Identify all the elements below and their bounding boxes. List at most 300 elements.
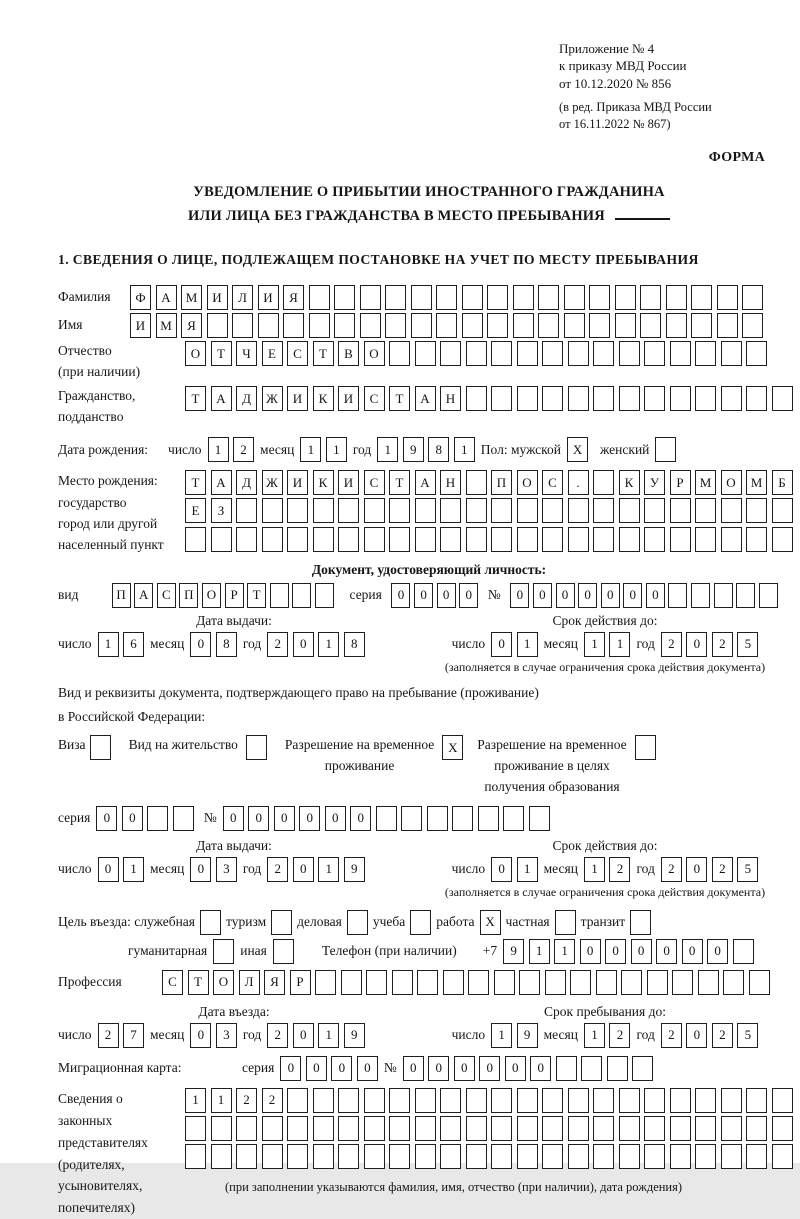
citizenship-char-box[interactable] (619, 386, 640, 411)
res-series-box[interactable]: 0 (96, 806, 117, 831)
surname-char-box[interactable] (666, 285, 687, 310)
birth-year-box[interactable]: 1 (454, 437, 475, 462)
id-issue-day-box[interactable]: 1 (98, 632, 119, 657)
birthplace-char-box[interactable]: Н (440, 470, 461, 495)
res-number-box[interactable]: 0 (325, 806, 346, 831)
profession-char-box[interactable] (315, 970, 336, 995)
citizenship-char-box[interactable] (593, 386, 614, 411)
representative-char-box[interactable] (772, 1116, 793, 1141)
birthplace-char-box[interactable] (338, 527, 359, 552)
given-name-char-box[interactable] (538, 313, 559, 338)
given-name-char-box[interactable] (462, 313, 483, 338)
citizenship-char-box[interactable]: К (313, 386, 334, 411)
given-name-char-box[interactable] (334, 313, 355, 338)
birthplace-char-box[interactable]: С (364, 470, 385, 495)
temp-residence-checkbox[interactable]: X (442, 735, 463, 760)
res-expiry-year-box[interactable]: 5 (737, 857, 758, 882)
representative-char-box[interactable] (517, 1144, 538, 1169)
patronymic-char-box[interactable] (542, 341, 563, 366)
birthplace-char-box[interactable] (593, 470, 614, 495)
representative-char-box[interactable] (491, 1088, 512, 1113)
citizenship-char-box[interactable] (491, 386, 512, 411)
res-issue-year-box[interactable]: 2 (267, 857, 288, 882)
patronymic-char-box[interactable] (568, 341, 589, 366)
migr-number-box[interactable]: 0 (428, 1056, 449, 1081)
birthplace-char-box[interactable]: О (517, 470, 538, 495)
id-series-box[interactable]: 0 (391, 583, 410, 608)
birthplace-char-box[interactable]: С (542, 470, 563, 495)
id-type-char-box[interactable] (270, 583, 289, 608)
representative-char-box[interactable] (619, 1116, 640, 1141)
birth-year-box[interactable]: 1 (377, 437, 398, 462)
profession-char-box[interactable] (519, 970, 540, 995)
birthplace-char-box[interactable] (364, 527, 385, 552)
residence-permit-checkbox[interactable] (246, 735, 267, 760)
res-number-box[interactable] (503, 806, 524, 831)
representative-char-box[interactable] (721, 1116, 742, 1141)
profession-char-box[interactable] (723, 970, 744, 995)
representative-char-box[interactable] (466, 1144, 487, 1169)
birthplace-char-box[interactable]: М (695, 470, 716, 495)
representative-char-box[interactable] (389, 1144, 410, 1169)
patronymic-char-box[interactable] (644, 341, 665, 366)
res-expiry-month-box[interactable]: 1 (584, 857, 605, 882)
representative-char-box[interactable] (440, 1144, 461, 1169)
id-issue-year-box[interactable]: 1 (318, 632, 339, 657)
stay-day-box[interactable]: 1 (491, 1023, 512, 1048)
profession-char-box[interactable] (443, 970, 464, 995)
given-name-char-box[interactable] (640, 313, 661, 338)
id-number-box[interactable] (759, 583, 778, 608)
profession-char-box[interactable] (468, 970, 489, 995)
birthplace-char-box[interactable] (236, 527, 257, 552)
representative-char-box[interactable] (287, 1144, 308, 1169)
birthplace-char-box[interactable] (517, 498, 538, 523)
migr-number-box[interactable]: 0 (479, 1056, 500, 1081)
id-number-box[interactable]: 0 (623, 583, 642, 608)
representative-char-box[interactable] (568, 1088, 589, 1113)
citizenship-char-box[interactable] (772, 386, 793, 411)
surname-char-box[interactable] (564, 285, 585, 310)
citizenship-char-box[interactable] (695, 386, 716, 411)
representative-char-box[interactable] (568, 1144, 589, 1169)
surname-char-box[interactable] (615, 285, 636, 310)
representative-char-box[interactable] (415, 1144, 436, 1169)
birthplace-char-box[interactable] (440, 498, 461, 523)
res-series-box[interactable] (147, 806, 168, 831)
given-name-char-box[interactable] (258, 313, 279, 338)
given-name-char-box[interactable] (564, 313, 585, 338)
given-name-char-box[interactable] (691, 313, 712, 338)
profession-char-box[interactable]: С (162, 970, 183, 995)
birthplace-char-box[interactable] (721, 498, 742, 523)
entry-month-box[interactable]: 3 (216, 1023, 237, 1048)
entry-day-box[interactable]: 7 (123, 1023, 144, 1048)
birthplace-char-box[interactable]: М (746, 470, 767, 495)
entry-day-box[interactable]: 2 (98, 1023, 119, 1048)
res-expiry-month-box[interactable]: 2 (609, 857, 630, 882)
birthplace-char-box[interactable] (695, 498, 716, 523)
patronymic-char-box[interactable] (721, 341, 742, 366)
representative-char-box[interactable]: 1 (185, 1088, 206, 1113)
id-number-box[interactable] (736, 583, 755, 608)
profession-char-box[interactable] (417, 970, 438, 995)
representative-char-box[interactable] (415, 1116, 436, 1141)
id-expiry-year-box[interactable]: 2 (712, 632, 733, 657)
representative-char-box[interactable] (619, 1088, 640, 1113)
id-number-box[interactable]: 0 (510, 583, 529, 608)
patronymic-char-box[interactable]: Ч (236, 341, 257, 366)
representative-char-box[interactable] (746, 1088, 767, 1113)
birthplace-char-box[interactable] (568, 527, 589, 552)
given-name-char-box[interactable] (487, 313, 508, 338)
birthplace-char-box[interactable]: Т (389, 470, 410, 495)
profession-char-box[interactable]: Р (290, 970, 311, 995)
surname-char-box[interactable] (360, 285, 381, 310)
res-issue-month-box[interactable]: 3 (216, 857, 237, 882)
representative-char-box[interactable] (670, 1116, 691, 1141)
representative-char-box[interactable] (236, 1116, 257, 1141)
res-number-box[interactable] (529, 806, 550, 831)
profession-char-box[interactable] (672, 970, 693, 995)
res-number-box[interactable]: 0 (248, 806, 269, 831)
id-expiry-month-box[interactable]: 1 (584, 632, 605, 657)
representative-char-box[interactable] (670, 1144, 691, 1169)
patronymic-char-box[interactable] (415, 341, 436, 366)
birthplace-char-box[interactable] (415, 498, 436, 523)
representative-char-box[interactable] (313, 1088, 334, 1113)
birthplace-char-box[interactable] (415, 527, 436, 552)
res-issue-year-box[interactable]: 9 (344, 857, 365, 882)
res-number-box[interactable]: 0 (350, 806, 371, 831)
id-issue-month-box[interactable]: 0 (190, 632, 211, 657)
migr-number-box[interactable] (632, 1056, 653, 1081)
id-number-box[interactable]: 0 (533, 583, 552, 608)
birthplace-char-box[interactable]: К (619, 470, 640, 495)
given-name-char-box[interactable] (283, 313, 304, 338)
id-type-char-box[interactable] (292, 583, 311, 608)
res-number-box[interactable] (376, 806, 397, 831)
representative-char-box[interactable] (517, 1088, 538, 1113)
patronymic-char-box[interactable] (389, 341, 410, 366)
id-expiry-month-box[interactable]: 1 (609, 632, 630, 657)
profession-char-box[interactable] (621, 970, 642, 995)
res-number-box[interactable] (478, 806, 499, 831)
temp-residence-edu-checkbox[interactable] (635, 735, 656, 760)
birthplace-char-box[interactable] (466, 498, 487, 523)
surname-char-box[interactable] (513, 285, 534, 310)
given-name-char-box[interactable] (717, 313, 738, 338)
representative-char-box[interactable] (644, 1144, 665, 1169)
birthplace-char-box[interactable] (542, 527, 563, 552)
citizenship-char-box[interactable] (644, 386, 665, 411)
representative-char-box[interactable] (721, 1144, 742, 1169)
birthplace-char-box[interactable] (389, 527, 410, 552)
given-name-char-box[interactable] (232, 313, 253, 338)
surname-char-box[interactable] (691, 285, 712, 310)
profession-char-box[interactable] (494, 970, 515, 995)
profession-char-box[interactable] (392, 970, 413, 995)
patronymic-char-box[interactable]: О (364, 341, 385, 366)
private-checkbox[interactable] (555, 910, 576, 935)
id-issue-year-box[interactable]: 2 (267, 632, 288, 657)
given-name-char-box[interactable] (742, 313, 763, 338)
visa-checkbox[interactable] (90, 735, 111, 760)
birth-year-box[interactable]: 9 (403, 437, 424, 462)
surname-char-box[interactable] (640, 285, 661, 310)
patronymic-char-box[interactable] (619, 341, 640, 366)
stay-year-box[interactable]: 2 (661, 1023, 682, 1048)
representative-char-box[interactable] (364, 1116, 385, 1141)
res-issue-day-box[interactable]: 1 (123, 857, 144, 882)
stay-day-box[interactable]: 9 (517, 1023, 538, 1048)
id-type-char-box[interactable]: Р (225, 583, 244, 608)
id-type-char-box[interactable] (315, 583, 334, 608)
representative-char-box[interactable] (695, 1116, 716, 1141)
representative-char-box[interactable] (746, 1116, 767, 1141)
id-number-box[interactable] (668, 583, 687, 608)
id-type-char-box[interactable]: Т (247, 583, 266, 608)
res-expiry-year-box[interactable]: 2 (712, 857, 733, 882)
patronymic-char-box[interactable] (746, 341, 767, 366)
birth-year-box[interactable]: 8 (428, 437, 449, 462)
birthplace-char-box[interactable] (262, 527, 283, 552)
birthplace-char-box[interactable] (364, 498, 385, 523)
representative-char-box[interactable] (491, 1144, 512, 1169)
res-issue-year-box[interactable]: 0 (293, 857, 314, 882)
id-expiry-day-box[interactable]: 1 (517, 632, 538, 657)
migr-number-box[interactable]: 0 (403, 1056, 424, 1081)
citizenship-char-box[interactable] (568, 386, 589, 411)
migr-series-box[interactable]: 0 (357, 1056, 378, 1081)
surname-char-box[interactable]: И (207, 285, 228, 310)
profession-char-box[interactable]: Т (188, 970, 209, 995)
res-number-box[interactable]: 0 (299, 806, 320, 831)
stay-year-box[interactable]: 2 (712, 1023, 733, 1048)
representative-char-box[interactable] (287, 1116, 308, 1141)
stay-month-box[interactable]: 1 (584, 1023, 605, 1048)
representative-char-box[interactable] (364, 1144, 385, 1169)
representative-char-box[interactable] (644, 1088, 665, 1113)
id-number-box[interactable]: 0 (578, 583, 597, 608)
birthplace-char-box[interactable]: А (415, 470, 436, 495)
patronymic-char-box[interactable]: Т (211, 341, 232, 366)
citizenship-char-box[interactable] (517, 386, 538, 411)
res-expiry-day-box[interactable]: 0 (491, 857, 512, 882)
work-checkbox[interactable]: X (480, 910, 501, 935)
representative-char-box[interactable] (593, 1144, 614, 1169)
representative-char-box[interactable] (772, 1088, 793, 1113)
representative-char-box[interactable] (313, 1116, 334, 1141)
birthplace-char-box[interactable] (338, 498, 359, 523)
citizenship-char-box[interactable] (721, 386, 742, 411)
given-name-char-box[interactable]: М (156, 313, 177, 338)
representative-char-box[interactable] (236, 1144, 257, 1169)
birthplace-char-box[interactable] (772, 527, 793, 552)
res-series-box[interactable] (173, 806, 194, 831)
study-checkbox[interactable] (410, 910, 431, 935)
given-name-char-box[interactable]: Я (181, 313, 202, 338)
phone-digit-box[interactable]: 0 (631, 939, 652, 964)
phone-digit-box[interactable]: 0 (707, 939, 728, 964)
citizenship-char-box[interactable] (466, 386, 487, 411)
birthplace-char-box[interactable]: П (491, 470, 512, 495)
profession-char-box[interactable]: Я (264, 970, 285, 995)
id-issue-day-box[interactable]: 6 (123, 632, 144, 657)
representative-char-box[interactable] (542, 1088, 563, 1113)
representative-char-box[interactable] (644, 1116, 665, 1141)
birthplace-char-box[interactable] (466, 527, 487, 552)
id-type-char-box[interactable]: П (179, 583, 198, 608)
official-checkbox[interactable] (200, 910, 221, 935)
surname-char-box[interactable] (462, 285, 483, 310)
birthplace-char-box[interactable]: Р (670, 470, 691, 495)
migr-number-box[interactable]: 0 (454, 1056, 475, 1081)
profession-char-box[interactable] (341, 970, 362, 995)
birthplace-char-box[interactable] (466, 470, 487, 495)
entry-year-box[interactable]: 1 (318, 1023, 339, 1048)
representative-char-box[interactable] (772, 1144, 793, 1169)
birthplace-char-box[interactable]: . (568, 470, 589, 495)
citizenship-char-box[interactable]: Д (236, 386, 257, 411)
phone-digit-box[interactable] (733, 939, 754, 964)
representative-char-box[interactable] (695, 1088, 716, 1113)
birthplace-char-box[interactable] (695, 527, 716, 552)
res-number-box[interactable]: 0 (274, 806, 295, 831)
citizenship-char-box[interactable]: Т (185, 386, 206, 411)
patronymic-char-box[interactable]: Е (262, 341, 283, 366)
birthplace-char-box[interactable] (746, 498, 767, 523)
surname-char-box[interactable]: Я (283, 285, 304, 310)
given-name-char-box[interactable] (615, 313, 636, 338)
res-number-box[interactable] (427, 806, 448, 831)
representative-char-box[interactable] (440, 1088, 461, 1113)
profession-char-box[interactable] (596, 970, 617, 995)
id-type-char-box[interactable]: А (134, 583, 153, 608)
birthplace-char-box[interactable] (542, 498, 563, 523)
phone-digit-box[interactable]: 0 (605, 939, 626, 964)
birthplace-char-box[interactable] (746, 527, 767, 552)
res-issue-year-box[interactable]: 1 (318, 857, 339, 882)
patronymic-char-box[interactable]: В (338, 341, 359, 366)
migr-number-box[interactable]: 0 (530, 1056, 551, 1081)
birthplace-char-box[interactable] (313, 527, 334, 552)
stay-year-box[interactable]: 5 (737, 1023, 758, 1048)
birthplace-char-box[interactable] (670, 498, 691, 523)
female-checkbox[interactable] (655, 437, 676, 462)
profession-char-box[interactable] (698, 970, 719, 995)
birthplace-char-box[interactable] (772, 498, 793, 523)
representative-char-box[interactable] (262, 1144, 283, 1169)
birthplace-char-box[interactable] (644, 527, 665, 552)
birth-day-box[interactable]: 1 (208, 437, 229, 462)
birthplace-char-box[interactable] (185, 527, 206, 552)
birthplace-char-box[interactable] (287, 498, 308, 523)
given-name-char-box[interactable] (385, 313, 406, 338)
entry-year-box[interactable]: 2 (267, 1023, 288, 1048)
representative-char-box[interactable] (593, 1088, 614, 1113)
male-checkbox[interactable]: X (567, 437, 588, 462)
surname-char-box[interactable]: Л (232, 285, 253, 310)
res-number-box[interactable] (401, 806, 422, 831)
migr-series-box[interactable]: 0 (280, 1056, 301, 1081)
id-number-box[interactable]: 0 (601, 583, 620, 608)
birthplace-char-box[interactable] (619, 527, 640, 552)
res-expiry-day-box[interactable]: 1 (517, 857, 538, 882)
citizenship-char-box[interactable] (746, 386, 767, 411)
migr-number-box[interactable] (556, 1056, 577, 1081)
representative-char-box[interactable] (262, 1116, 283, 1141)
surname-char-box[interactable]: М (181, 285, 202, 310)
representative-char-box[interactable] (619, 1144, 640, 1169)
other-checkbox[interactable] (273, 939, 294, 964)
tourism-checkbox[interactable] (271, 910, 292, 935)
profession-char-box[interactable] (545, 970, 566, 995)
given-name-char-box[interactable] (666, 313, 687, 338)
representative-char-box[interactable] (746, 1144, 767, 1169)
surname-char-box[interactable]: И (258, 285, 279, 310)
profession-char-box[interactable] (647, 970, 668, 995)
phone-digit-box[interactable]: 0 (682, 939, 703, 964)
representative-char-box[interactable] (338, 1116, 359, 1141)
citizenship-char-box[interactable]: И (338, 386, 359, 411)
stay-month-box[interactable]: 2 (609, 1023, 630, 1048)
res-series-box[interactable]: 0 (122, 806, 143, 831)
entry-month-box[interactable]: 0 (190, 1023, 211, 1048)
entry-year-box[interactable]: 9 (344, 1023, 365, 1048)
surname-char-box[interactable] (742, 285, 763, 310)
surname-char-box[interactable] (589, 285, 610, 310)
id-expiry-year-box[interactable]: 2 (661, 632, 682, 657)
representative-char-box[interactable] (185, 1144, 206, 1169)
birthplace-char-box[interactable] (670, 527, 691, 552)
id-expiry-year-box[interactable]: 5 (737, 632, 758, 657)
citizenship-char-box[interactable] (542, 386, 563, 411)
business-checkbox[interactable] (347, 910, 368, 935)
representative-char-box[interactable] (593, 1116, 614, 1141)
profession-char-box[interactable] (749, 970, 770, 995)
id-issue-month-box[interactable]: 8 (216, 632, 237, 657)
birthplace-char-box[interactable]: Д (236, 470, 257, 495)
migr-number-box[interactable] (607, 1056, 628, 1081)
birth-month-box[interactable]: 1 (300, 437, 321, 462)
representative-char-box[interactable] (568, 1116, 589, 1141)
patronymic-char-box[interactable] (491, 341, 512, 366)
representative-char-box[interactable] (185, 1116, 206, 1141)
phone-digit-box[interactable]: 1 (529, 939, 550, 964)
birth-month-box[interactable]: 1 (326, 437, 347, 462)
phone-digit-box[interactable]: 0 (580, 939, 601, 964)
res-number-box[interactable]: 0 (223, 806, 244, 831)
birthplace-char-box[interactable]: Б (772, 470, 793, 495)
id-expiry-day-box[interactable]: 0 (491, 632, 512, 657)
given-name-char-box[interactable] (513, 313, 534, 338)
birthplace-char-box[interactable] (568, 498, 589, 523)
migr-number-box[interactable]: 0 (505, 1056, 526, 1081)
stay-year-box[interactable]: 0 (686, 1023, 707, 1048)
patronymic-char-box[interactable] (670, 341, 691, 366)
surname-char-box[interactable]: Ф (130, 285, 151, 310)
given-name-char-box[interactable] (309, 313, 330, 338)
surname-char-box[interactable] (538, 285, 559, 310)
res-issue-day-box[interactable]: 0 (98, 857, 119, 882)
representative-char-box[interactable]: 1 (211, 1088, 232, 1113)
birthplace-char-box[interactable] (517, 527, 538, 552)
surname-char-box[interactable] (385, 285, 406, 310)
phone-digit-box[interactable]: 1 (554, 939, 575, 964)
given-name-char-box[interactable] (436, 313, 457, 338)
representative-char-box[interactable] (542, 1144, 563, 1169)
